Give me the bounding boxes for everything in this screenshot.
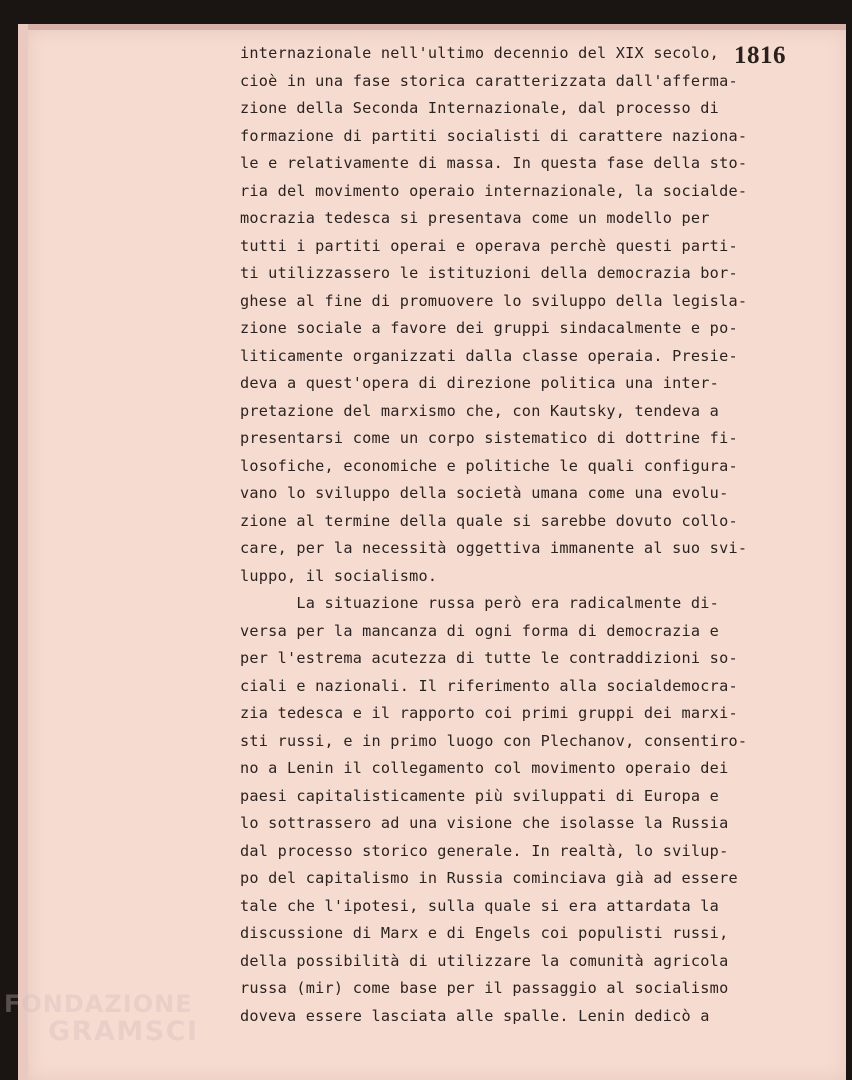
text-line: zia tedesca e il rapporto coi primi gruppi dei marxi- — [240, 704, 738, 722]
text-line: zione della Seconda Internazionale, dal processo di — [240, 99, 720, 117]
text-line: ria del movimento operaio internazionale, la socialde- — [240, 181, 748, 200]
text-line: della possibilità di utilizzare la comunità agricola — [240, 951, 729, 970]
text-line: discussione di Marx e di Engels coi populisti russi, — [240, 924, 729, 942]
text-line: mocrazia tedesca si presentava come un modello per — [240, 209, 710, 227]
text-line: lo sottrassero ad una visione che isolasse la Russia — [240, 814, 729, 832]
text-line: vano lo sviluppo della società umana come una evolu- — [240, 484, 729, 502]
text-line: versa per la mancanza di ogni forma di democrazia e — [240, 621, 720, 640]
text-line: liticamente organizzati dalla classe operaia. Presie- — [240, 346, 738, 365]
text-line: doveva essere lasciata alle spalle. Lenin dedicò a — [240, 1006, 710, 1025]
text-line: pretazione del marxismo che, con Kautsky, tendeva a — [240, 401, 720, 420]
text-line: presentarsi come un corpo sistematico di dottrine fi- — [240, 429, 738, 447]
text-line: zione al termine della quale si sarebbe dovuto collo- — [240, 511, 738, 530]
text-line: tale che l'ipotesi, sulla quale si era attardata la — [240, 896, 720, 915]
text-line: cioè in una fase storica caratterizzata dall'afferma- — [240, 71, 738, 90]
text-line: per l'estrema acutezza di tutte le contraddizioni so- — [240, 649, 738, 667]
text-line: ti utilizzassero le istituzioni della democrazia bor- — [240, 264, 738, 282]
text-line: zione sociale a favore dei gruppi sindacalmente e po- — [240, 319, 738, 337]
watermark-line-2: GRAMSCI — [48, 1016, 199, 1047]
page-number: 1816 — [734, 42, 786, 69]
text-line: ghese al fine di promuovere lo sviluppo della legisla- — [240, 291, 748, 310]
text-line: luppo, il socialismo. — [240, 566, 438, 585]
text-line: care, per la necessità oggettiva immanente al suo svi- — [240, 539, 748, 557]
text-line: le e relativamente di massa. In questa fase della sto- — [240, 154, 748, 172]
text-line: La situazione russa però era radicalmente di- — [240, 594, 720, 612]
text-line: deva a quest'opera di direzione politica una inter- — [240, 374, 720, 392]
watermark-line-1: FONDAZIONE — [4, 990, 193, 1018]
text-line: formazione di partiti socialisti di carattere naziona- — [240, 126, 748, 145]
text-line: paesi capitalisticamente più sviluppati di Europa e — [240, 786, 720, 805]
text-line: dal processo storico generale. In realtà, lo svilup- — [240, 841, 729, 860]
text-line: losofiche, economiche e politiche le quali configura- — [240, 456, 738, 475]
text-line: russa (mir) come base per il passaggio al socialismo — [240, 979, 729, 997]
text-line: no a Lenin il collegamento col movimento operaio dei — [240, 759, 729, 777]
text-line: sti russi, e in primo luogo con Plechanov, consentiro- — [240, 731, 748, 750]
text-line: po del capitalismo in Russia cominciava già ad essere — [240, 869, 738, 887]
text-line: internazionale nell'ultimo decennio del XIX secolo, — [240, 44, 720, 62]
text-line: ciali e nazionali. Il riferimento alla socialdemocra- — [240, 676, 738, 695]
text-line: tutti i partiti operai e operava perchè questi parti- — [240, 236, 738, 255]
